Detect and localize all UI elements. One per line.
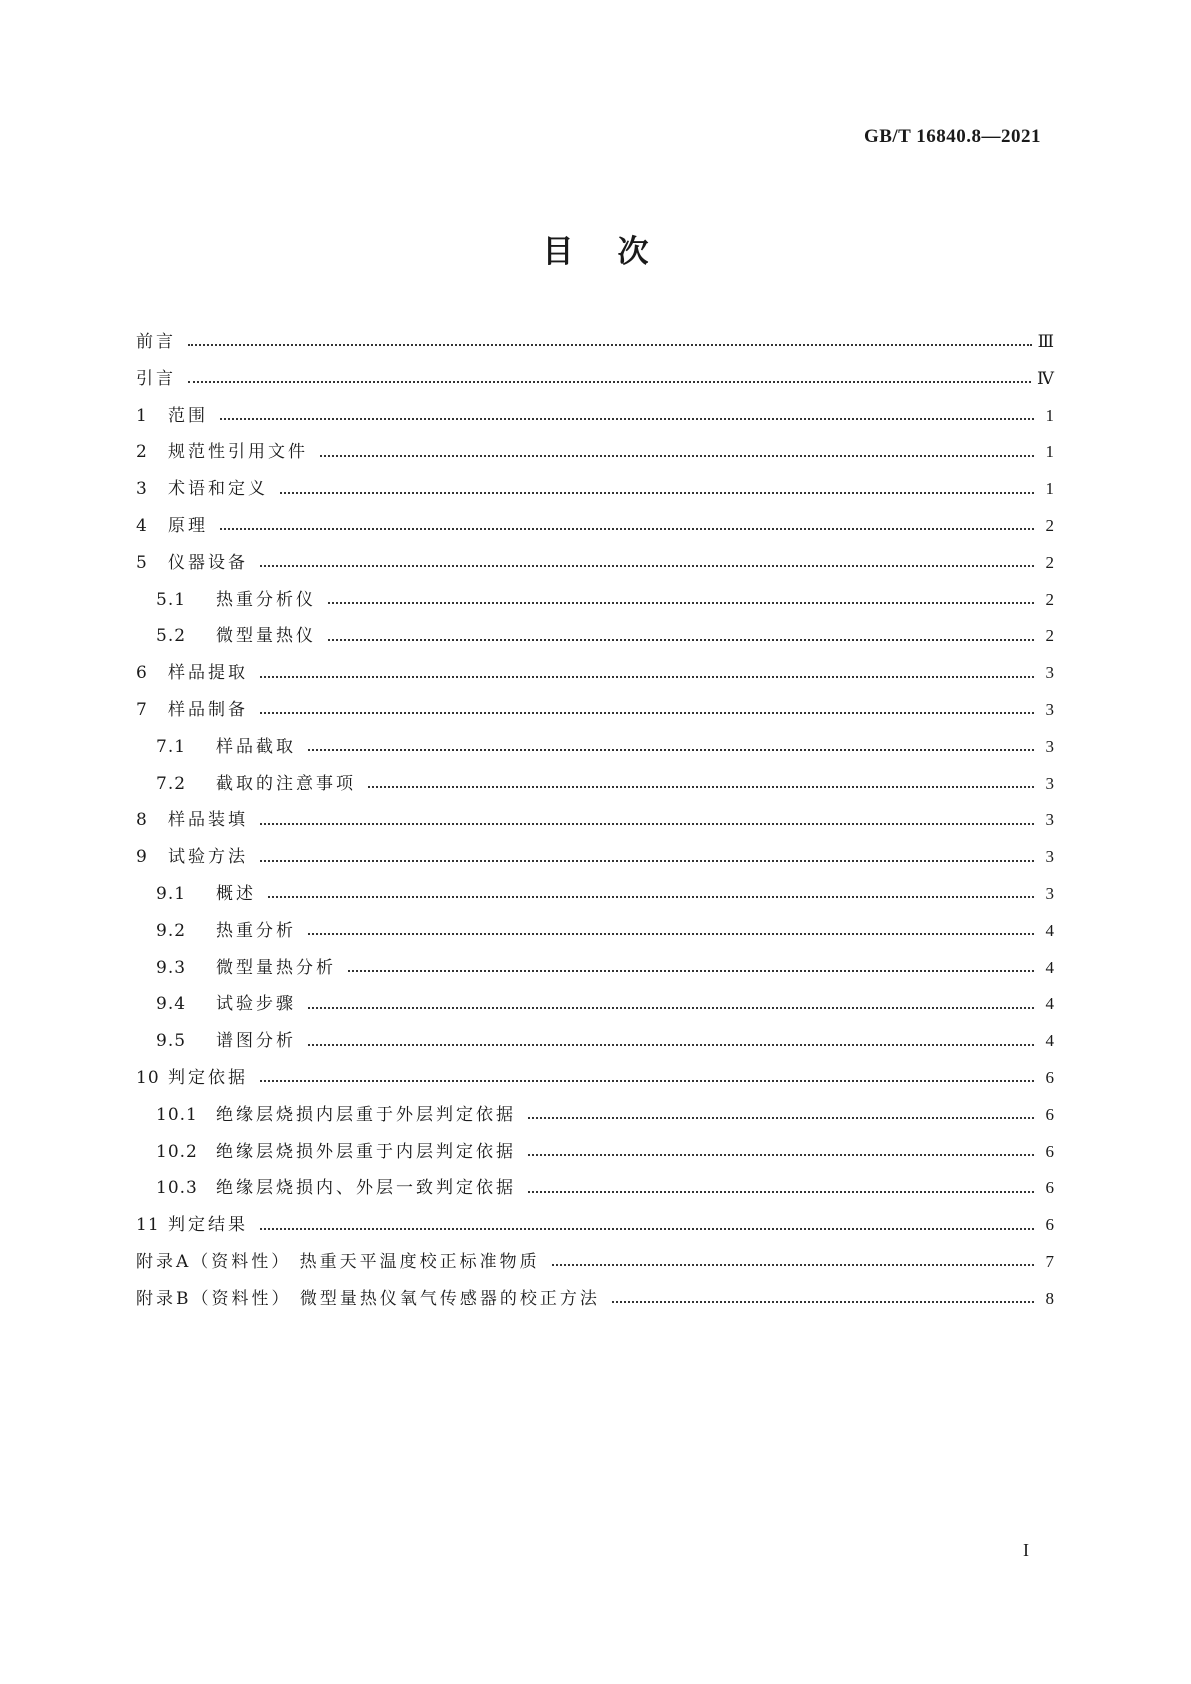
toc-entry[interactable] (136, 582, 1054, 619)
toc-entry-page: Ⅲ (1037, 332, 1054, 351)
toc-entry-page: 3 (1045, 699, 1054, 719)
toc-entry-page: 1 (1045, 405, 1054, 425)
toc-entry[interactable] (136, 398, 1054, 435)
toc-entry[interactable] (136, 434, 1054, 471)
toc-entry[interactable] (136, 913, 1054, 950)
dot-leader (348, 970, 1034, 972)
toc-entry-label: 附录A（资料性） 热重天平温度校正标准物质 (136, 1251, 540, 1272)
dot-leader (368, 786, 1034, 788)
toc-entry-page: Ⅳ (1037, 368, 1054, 388)
toc-entry-page: 4 (1045, 994, 1054, 1014)
dot-leader (552, 1264, 1034, 1266)
toc-entry[interactable] (136, 361, 1054, 398)
toc-entry-page: 6 (1045, 1104, 1054, 1124)
toc-entry-label: 仪器设备 (168, 552, 248, 573)
toc-entry[interactable] (136, 729, 1054, 766)
toc-entry[interactable] (136, 802, 1054, 839)
toc-entry[interactable] (136, 471, 1054, 508)
page-title: 目次 (542, 234, 693, 270)
toc-entry[interactable] (136, 1097, 1054, 1134)
toc-entry[interactable] (136, 950, 1054, 987)
toc-entry[interactable] (136, 876, 1054, 913)
toc-entry[interactable] (136, 508, 1054, 545)
toc-entry-number: 9.1 (156, 883, 187, 904)
dot-leader (220, 528, 1034, 530)
dot-leader (260, 1228, 1034, 1230)
toc-entry-label: 微型量热分析 (216, 957, 336, 978)
toc-entry-label: 样品制备 (168, 699, 248, 720)
toc-entry-page: 3 (1045, 773, 1054, 793)
toc-entry-page: 3 (1045, 847, 1054, 867)
toc-entry[interactable] (136, 1281, 1054, 1318)
toc-entry[interactable] (136, 618, 1054, 655)
toc-entry-number: 5.2 (156, 626, 187, 647)
toc-entry-number: 1 (136, 405, 148, 426)
toc-entry-number: 10.1 (156, 1104, 198, 1125)
toc-entry-page: 3 (1045, 663, 1054, 683)
toc-entry-number: 7.1 (156, 736, 187, 757)
toc-entry-number: 4 (136, 515, 148, 536)
toc-entry-label: 绝缘层烧损外层重于内层判定依据 (216, 1141, 516, 1162)
dot-leader (260, 676, 1034, 678)
toc-entry-number: 8 (136, 810, 148, 831)
toc-entry-label: 热重分析 (216, 920, 296, 941)
toc-entry[interactable] (136, 1060, 1054, 1097)
dot-leader (612, 1301, 1034, 1303)
toc-entry-label: 术语和定义 (168, 479, 268, 500)
dot-leader (260, 823, 1034, 825)
toc-entry[interactable] (136, 986, 1054, 1023)
toc-entry-label: 判定依据 (168, 1067, 248, 1088)
dot-leader (528, 1191, 1034, 1193)
dot-leader (280, 492, 1034, 494)
toc-entry-page: 4 (1045, 957, 1054, 977)
toc-entry-page: 2 (1045, 515, 1054, 535)
toc-entry-number: 10.3 (156, 1178, 198, 1199)
dot-leader (320, 455, 1034, 457)
dot-leader (308, 749, 1034, 751)
toc-entry-number: 5 (136, 552, 148, 573)
toc-entry-number: 10 (136, 1067, 160, 1088)
dot-leader (220, 418, 1034, 420)
toc-entry[interactable] (136, 1207, 1054, 1244)
toc-entry-label: 样品装填 (168, 810, 248, 831)
toc-entry-label: 规范性引用文件 (168, 442, 308, 463)
toc-entry-page: 3 (1045, 736, 1054, 756)
toc-entry-number: 9 (136, 847, 148, 868)
toc-entry-label: 引言 (136, 368, 176, 389)
toc-entry-number: 5.1 (156, 589, 187, 610)
dot-leader (308, 1007, 1034, 1009)
toc-entry[interactable] (136, 766, 1054, 803)
toc-entry[interactable] (136, 1170, 1054, 1207)
toc-entry-number: 3 (136, 479, 148, 500)
toc-entry[interactable] (136, 324, 1054, 361)
toc-entry-label: 谱图分析 (216, 1031, 296, 1052)
toc-entry-number: 11 (136, 1215, 160, 1236)
toc-entry-label: 截取的注意事项 (216, 773, 356, 794)
toc-entry-label: 判定结果 (168, 1215, 248, 1236)
dot-leader (188, 344, 1032, 346)
toc-entry-label: 前言 (136, 332, 176, 352)
toc-entry-label: 绝缘层烧损内层重于外层判定依据 (216, 1104, 516, 1125)
toc-entry-number: 9.3 (156, 957, 187, 978)
toc-entry-page: 2 (1045, 626, 1054, 646)
dot-leader (328, 639, 1034, 641)
toc-entry-number: 7 (136, 699, 148, 720)
dot-leader (328, 602, 1034, 604)
dot-leader (260, 1080, 1034, 1082)
toc-entry-page: 1 (1045, 442, 1054, 462)
dot-leader (260, 712, 1034, 714)
page-number: I (1023, 1540, 1029, 1560)
toc-entry[interactable] (136, 692, 1054, 729)
toc-entry-page: 6 (1045, 1067, 1054, 1087)
dot-leader (260, 565, 1034, 567)
toc-entry-page: 4 (1045, 920, 1054, 940)
toc-entry-label: 微型量热仪 (216, 626, 316, 647)
toc-entry-number: 9.2 (156, 920, 187, 941)
toc-entry-page: 6 (1045, 1215, 1054, 1235)
toc-entry-number: 10.2 (156, 1141, 198, 1162)
toc-entry-label: 样品提取 (168, 663, 248, 684)
toc-entry-label: 绝缘层烧损内、外层一致判定依据 (216, 1178, 516, 1199)
toc-entry-page: 6 (1045, 1141, 1054, 1161)
dot-leader (308, 1044, 1034, 1046)
dot-leader (188, 381, 1031, 383)
dot-leader (528, 1154, 1034, 1156)
toc-entry-number: 9.4 (156, 994, 187, 1015)
dot-leader (260, 860, 1034, 862)
toc-entry-page: 3 (1045, 883, 1054, 903)
standard-number: GB/T 16840.8—2021 (863, 126, 1041, 147)
toc-entry-page: 8 (1045, 1288, 1054, 1308)
toc-entry-page: 6 (1045, 1178, 1054, 1198)
toc-entry-label: 热重分析仪 (216, 589, 316, 610)
toc-entry-number: 9.5 (156, 1031, 187, 1052)
toc-entry-number: 2 (136, 442, 148, 463)
toc-entry-page: 2 (1045, 552, 1054, 572)
toc-entry-page: 3 (1045, 810, 1054, 830)
toc-entry-page: 7 (1045, 1251, 1054, 1271)
toc-entry-page: 2 (1045, 589, 1054, 609)
toc-entry-number: 7.2 (156, 773, 187, 794)
toc-entry-label: 样品截取 (216, 736, 296, 757)
toc-entry-page: 4 (1045, 1031, 1054, 1051)
toc-entry[interactable] (136, 1134, 1054, 1171)
toc-entry-label: 原理 (168, 515, 208, 536)
toc-entry[interactable] (136, 545, 1054, 582)
toc-entry-label: 试验步骤 (216, 994, 296, 1015)
toc-entry-page: 1 (1045, 479, 1054, 499)
toc-entry-label: 范围 (168, 405, 208, 426)
toc-entry-label: 试验方法 (168, 847, 248, 868)
toc-entry-number: 6 (136, 663, 148, 684)
toc-entry-label: 附录B（资料性） 微型量热仪氧气传感器的校正方法 (136, 1288, 600, 1309)
dot-leader (528, 1117, 1034, 1119)
dot-leader (268, 896, 1034, 898)
table-of-contents (136, 324, 1054, 1318)
toc-entry[interactable] (136, 655, 1054, 692)
toc-entry[interactable] (136, 1023, 1054, 1060)
toc-entry[interactable] (136, 1244, 1054, 1281)
toc-entry[interactable] (136, 839, 1054, 876)
toc-entry-label: 概述 (216, 883, 256, 904)
dot-leader (308, 933, 1034, 935)
